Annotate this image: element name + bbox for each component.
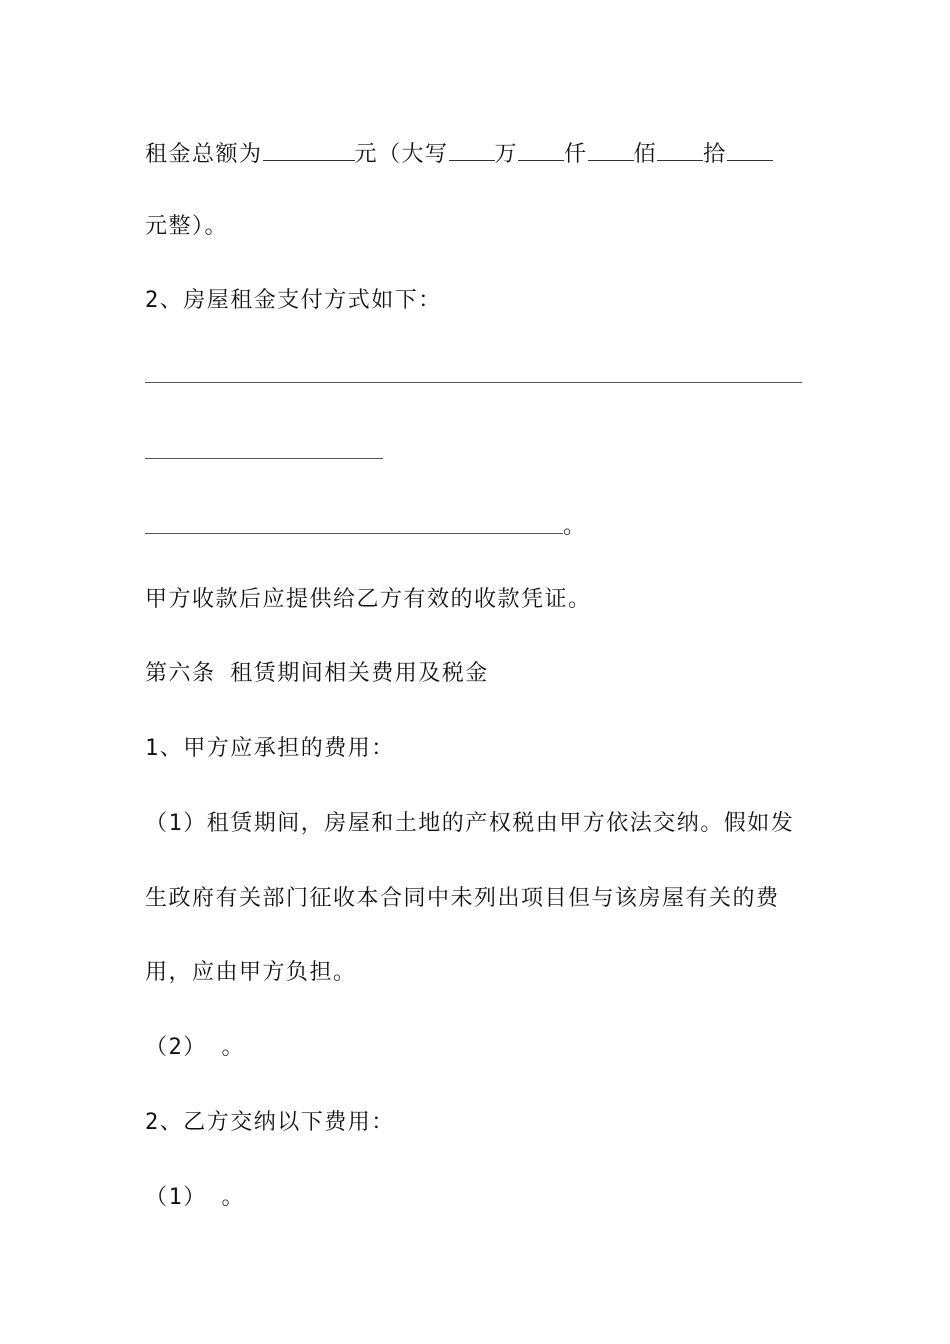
rent-total-prefix: 租金总额为 (145, 142, 263, 167)
party-a-item-1-line-1: （1）租赁期间，房屋和土地的产权税由甲方依法交纳。假如发 (145, 811, 795, 836)
rent-total-line-2: 元整）。 (145, 214, 229, 239)
qian-blank (518, 140, 564, 161)
unit-bai: 佰 (633, 142, 658, 167)
party-a-heading: 1、甲方应承担的费用： (145, 736, 395, 761)
unit-shi: 拾 (703, 142, 727, 167)
party-a-item-1-line-3: 用，应由甲方负担。 (145, 960, 357, 985)
payment-method-rule-1 (145, 382, 802, 383)
article-6-title: 第六条 租赁期间相关费用及税金 (145, 661, 489, 686)
payment-end-mark: 。 (563, 514, 586, 539)
unit-qian: 仟 (564, 142, 588, 167)
rent-amount-blank (263, 140, 355, 161)
party-a-item-2: （2） 。 (145, 1035, 245, 1060)
wan-blank (449, 140, 495, 161)
receipt-note: 甲方收款后应提供给乙方有效的收款凭证。 (145, 587, 592, 612)
yuan-blank (727, 140, 773, 161)
shi-blank (657, 140, 703, 161)
bai-blank (588, 140, 634, 161)
payment-method-rule-2 (145, 458, 383, 459)
payment-heading: 2、房屋租金支付方式如下： (145, 288, 442, 313)
payment-method-rule-3 (145, 533, 563, 534)
rent-unit-yuan: 元（大写 (354, 142, 449, 167)
party-b-item-1: （1） 。 (145, 1185, 245, 1210)
party-a-item-1-line-2: 生政府有关部门征收本合同中未列出项目但与该房屋有关的费 (145, 886, 780, 911)
party-b-heading: 2、乙方交纳以下费用： (145, 1110, 395, 1135)
rent-total-line (145, 140, 773, 170)
unit-wan: 万 (494, 142, 519, 167)
